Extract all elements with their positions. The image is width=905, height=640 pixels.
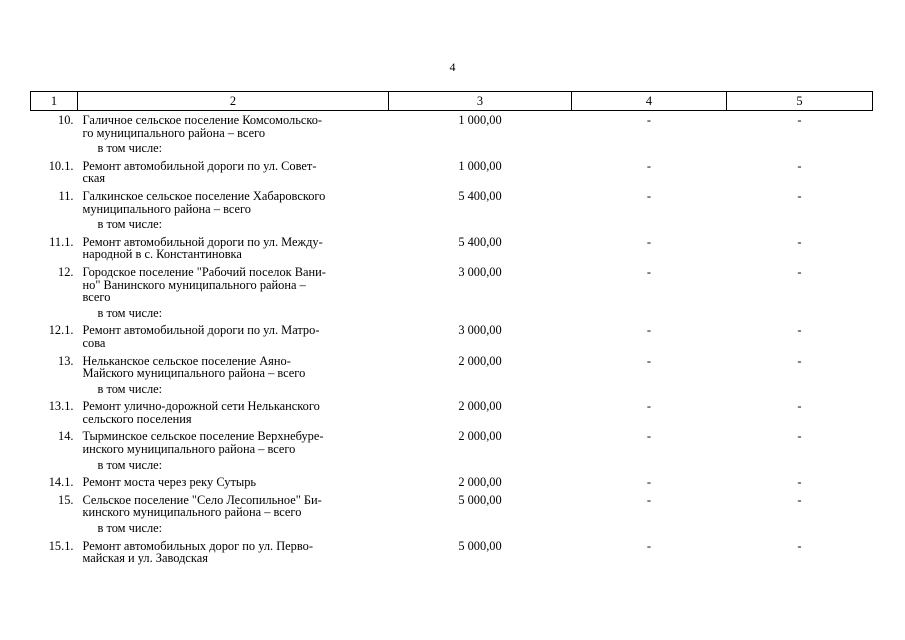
row-number: 11. [58,188,74,203]
subheader-label: в том числе: [97,305,163,320]
subheader-label: в том числе: [97,381,163,396]
header-col-1: 1 [31,92,78,111]
empty-cell [727,519,873,535]
row-col5: - [797,323,802,338]
table-row [31,425,873,455]
subheader-row [31,456,873,472]
row-col5: - [797,399,802,414]
row-name [78,155,389,185]
empty-cell [389,380,572,396]
row-name-line: сова [82,335,106,350]
empty-cell [727,215,873,231]
table-body [31,111,873,565]
row-amount: 2 000,00 [458,429,502,444]
subheader-row [31,380,873,396]
empty-cell [389,215,572,231]
subheader-row [31,519,873,535]
row-number: 10.1. [48,158,74,173]
row-name-line: Майского муниципального района – всего [82,366,306,381]
row-number [31,380,78,396]
row-name-line: Городское поселение "Рабочий поселок Вани- [82,264,326,279]
row-amount: 3 000,00 [458,264,502,279]
row-name [78,395,389,425]
empty-cell [572,380,727,396]
empty-cell [389,304,572,320]
row-col4: - [646,323,652,338]
row-number [31,304,78,320]
row-name [78,350,389,380]
empty-cell [389,139,572,155]
row-name-line: сельского поселения [82,411,192,426]
row-name-line: но" Ванинского муниципального района – [82,277,306,292]
row-name-line: Ремонт автомобильной дороги по ул. Между- [82,234,323,249]
empty-cell [572,519,727,535]
appropriations-table [30,91,873,565]
row-col5: - [797,234,802,249]
row-col4: - [646,234,652,249]
row-name [78,471,389,489]
row-amount: 5 000,00 [458,492,502,507]
row-name [78,319,389,349]
row-number [31,139,78,155]
header-col-2: 2 [78,92,389,111]
table-row [31,395,873,425]
row-name [78,535,389,565]
row-amount: 5 000,00 [458,538,502,553]
row-amount: 5 400,00 [458,188,502,203]
row-col5: - [797,492,802,507]
row-col5: - [797,264,802,279]
row-name-line: майская и ул. Заводская [82,551,208,566]
table-row [31,231,873,261]
row-number: 12.1. [48,323,74,338]
row-col5: - [797,538,802,553]
row-name [78,185,389,215]
row-col5: - [797,475,802,490]
row-name [78,489,389,519]
row-name-line: муниципального района – всего [82,201,251,216]
row-name-line: Ремонт моста через реку Сутырь [82,475,257,490]
row-name [78,261,389,304]
row-amount: 2 000,00 [458,399,502,414]
empty-cell [389,519,572,535]
empty-cell [389,456,572,472]
subheader-label: в том числе: [97,457,163,472]
header-col-4: 4 [572,92,727,111]
row-name-line: Сельское поселение "Село Лесопильное" Би- [82,492,322,507]
row-amount: 1 000,00 [458,158,502,173]
row-name-line: Ремонт автомобильных дорог по ул. Перво- [82,538,313,553]
row-number: 14.1. [48,475,74,490]
subheader-label: в том числе: [97,217,163,232]
empty-cell [572,215,727,231]
row-number: 15. [58,492,74,507]
header-row [31,92,873,111]
row-col5: - [797,113,802,127]
row-name-line: инского муниципального района – всего [82,442,296,457]
row-amount: 2 000,00 [458,475,502,490]
table-row [31,155,873,185]
row-col5: - [797,188,802,203]
row-col4: - [646,353,652,368]
row-col4: - [646,188,652,203]
row-name [78,231,389,261]
page-number: 4 [449,60,456,74]
table-row [31,535,873,565]
table-row [31,261,873,304]
row-name-line: кинского муниципального района – всего [82,505,302,520]
row-name-line: народной в с. Константиновка [82,247,242,262]
row-number: 14. [58,429,74,444]
row-number: 12. [58,264,74,279]
row-amount: 2 000,00 [458,353,502,368]
subheader-row [31,139,873,155]
row-col5: - [797,429,802,444]
row-name-line: всего [82,290,111,305]
row-col5: - [797,353,802,368]
row-number: 13.1. [48,399,74,414]
row-col4: - [646,113,652,127]
header-col-3: 3 [389,92,572,111]
row-name-line: Галичное сельское поселение Комсомольско- [82,113,323,127]
empty-cell [727,380,873,396]
row-name-line: Нельканское сельское поселение Аяно- [82,353,291,368]
row-amount: 1 000,00 [458,113,502,127]
row-name-line: Галкинское сельское поселение Хабаровского [82,188,326,203]
subheader-row [31,215,873,231]
row-number: 15.1. [48,538,74,553]
row-number [31,456,78,472]
row-amount: 5 400,00 [458,234,502,249]
table-row [31,111,873,140]
row-name [78,425,389,455]
header-col-5: 5 [727,92,873,111]
table-row [31,489,873,519]
table-row [31,185,873,215]
empty-cell [572,304,727,320]
row-col4: - [646,475,652,490]
row-col4: - [646,158,652,173]
empty-cell [572,456,727,472]
row-name-line: го муниципального района – всего [82,125,266,140]
row-name [78,111,389,140]
row-col4: - [646,399,652,414]
empty-cell [727,456,873,472]
row-col5: - [797,158,802,173]
table-row [31,319,873,349]
row-col4: - [646,492,652,507]
row-number: 10. [58,113,74,127]
row-amount: 3 000,00 [458,323,502,338]
row-number [31,519,78,535]
row-name-line: Ремонт автомобильной дороги по ул. Матро- [82,323,320,338]
row-col4: - [646,538,652,553]
row-number: 11.1. [49,234,74,249]
row-name-line: Ремонт автомобильной дороги по ул. Совет- [82,158,317,173]
row-number: 13. [58,353,74,368]
subheader-label: в том числе: [97,141,163,156]
row-name-line: ская [82,171,106,186]
empty-cell [727,304,873,320]
row-number [31,215,78,231]
table-row [31,350,873,380]
subheader-label: в том числе: [97,521,163,536]
empty-cell [572,139,727,155]
row-name-line: Ремонт улично-дорожной сети Нельканского [82,399,320,414]
row-col4: - [646,264,652,279]
row-col4: - [646,429,652,444]
subheader-row [31,304,873,320]
empty-cell [727,139,873,155]
row-name-line: Тырминское сельское поселение Верхнебуре- [82,429,324,444]
table-row [31,471,873,489]
